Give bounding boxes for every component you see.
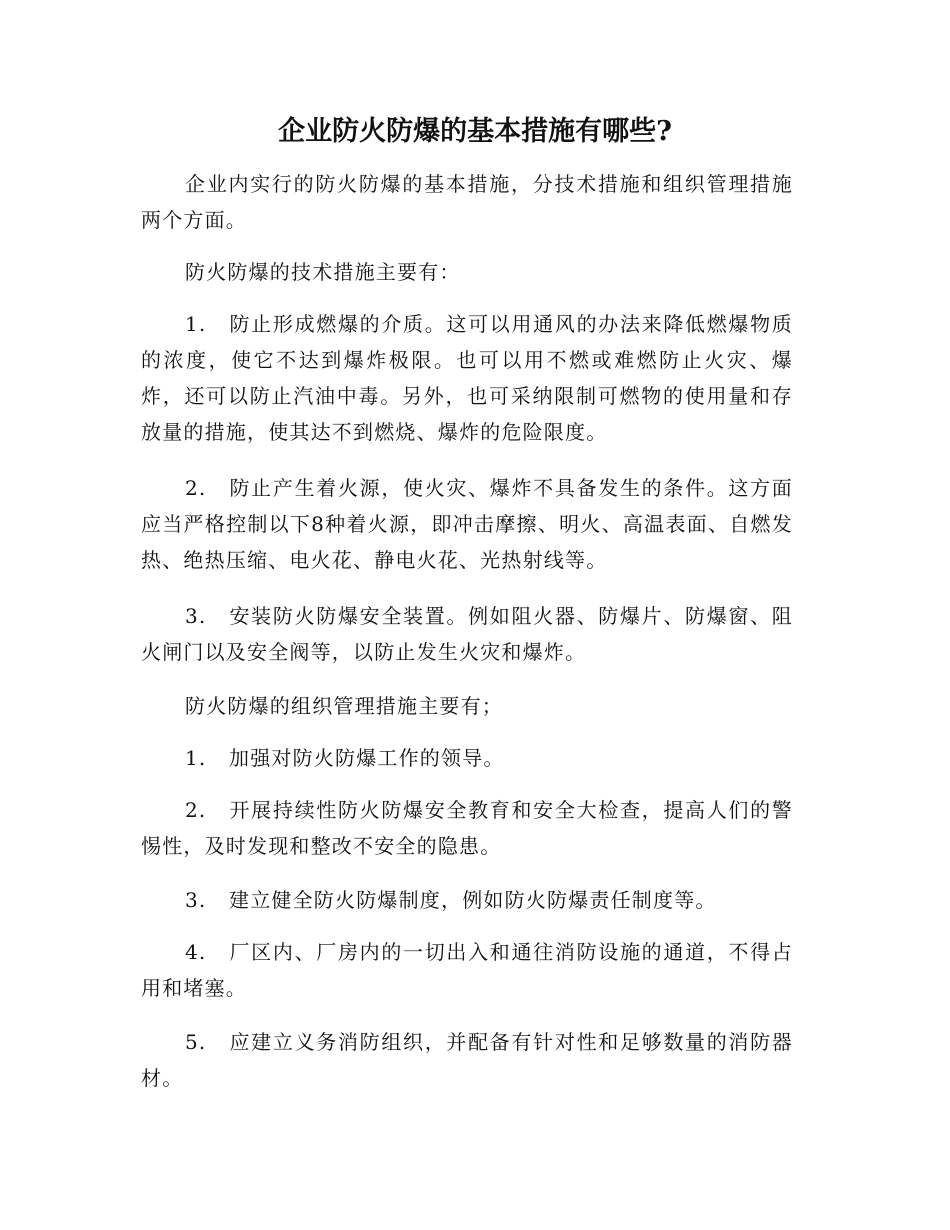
- tech-item-2: [141, 470, 793, 578]
- item-number: 4.: [185, 940, 207, 964]
- item-number: 2.: [185, 476, 207, 500]
- item-number: 1.: [185, 746, 207, 770]
- item-text: 开展持续性防火防爆安全教育和安全大检查，提高人们的警惕性，及时发现和整改不安全的隐患。: [141, 798, 793, 858]
- org-item-5: [141, 1024, 793, 1096]
- item-number: 1.: [185, 312, 207, 336]
- item-text: 防止产生着火源，使火灾、爆炸不具备发生的条件。这方面应当严格控制以下8种着火源，即冲击摩擦、明火、高温表面、自燃发热、绝热压缩、电火花、静电火花、光热射线等。: [141, 476, 793, 572]
- item-number: 5.: [185, 1030, 207, 1054]
- tech-measures-heading: 防火防爆的技术措施主要有：: [185, 260, 461, 284]
- item-text: 加强对防火防爆工作的领导。: [229, 746, 505, 770]
- org-item-2: [141, 792, 793, 864]
- item-text: 厂区内、厂房内的一切出入和通往消防设施的通道，不得占用和堵塞。: [141, 940, 793, 1000]
- item-text: 应建立义务消防组织，并配备有针对性和足够数量的消防器材。: [141, 1030, 793, 1090]
- org-measures-heading: 防火防爆的组织管理措施主要有；: [185, 694, 503, 718]
- item-number: 3.: [185, 604, 207, 628]
- item-number: 2.: [185, 798, 207, 822]
- org-item-3: [141, 882, 793, 918]
- item-text: 建立健全防火防爆制度，例如防火防爆责任制度等。: [229, 888, 717, 912]
- item-number: 3.: [185, 888, 207, 912]
- tech-item-1: [141, 306, 793, 450]
- intro-paragraph: 企业内实行的防火防爆的基本措施，分技术措施和组织管理措施两个方面。: [141, 172, 793, 232]
- org-item-1: [141, 740, 793, 776]
- org-item-4: [141, 934, 793, 1006]
- document-title: 企业防火防爆的基本措施有哪些?: [278, 116, 672, 147]
- tech-item-3: [141, 598, 793, 670]
- item-text: 防止形成燃爆的介质。这可以用通风的办法来降低燃爆物质的浓度，使它不达到爆炸极限。也可以用不燃或难燃防止火灾、爆炸，还可以防止汽油中毒。另外，也可采纳限制可燃物的使用量和存放量的措施，使其达不到燃烧、爆炸的危险限度。: [141, 312, 793, 444]
- item-text: 安装防火防爆安全装置。例如阻火器、防爆片、防爆窗、阻火闸门以及安全阀等，以防止发生火灾和爆炸。: [141, 604, 793, 664]
